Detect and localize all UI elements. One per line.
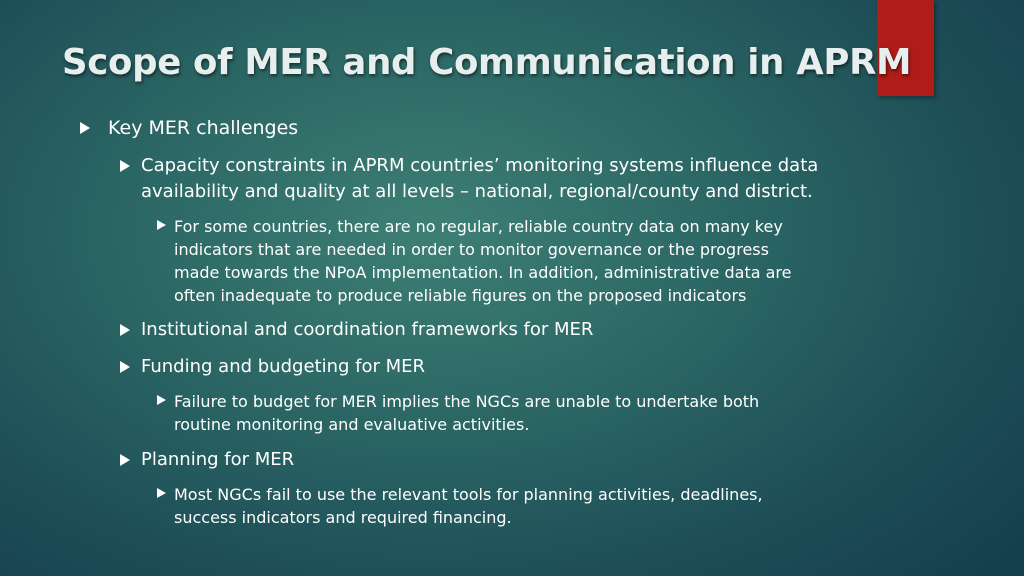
bullet-arrow-icon	[80, 122, 90, 134]
bullet-text: Key MER challenges	[108, 117, 299, 139]
bullet-text-line-2: availability and quality at all levels – national, regional/county and district.	[141, 181, 813, 202]
bullet-text-line-2: indicators that are needed in order to monitor governance or the progress	[174, 240, 769, 259]
bullet-text-line-1: For some countries, there are no regular, reliable country data on many key	[174, 217, 783, 236]
bullet-text: Planning for MER	[141, 449, 295, 470]
bullet-text: Institutional and coordination frameworks for MER	[141, 319, 594, 340]
bullet-text-line-1: Most NGCs fail to use the relevant tools for planning activities, deadlines,	[174, 485, 763, 504]
bullet-arrow-icon	[120, 454, 130, 466]
bullet-text-line-2: success indicators and required financing.	[174, 508, 512, 527]
bullet-arrow-icon	[157, 220, 166, 230]
bullet-text-line-3: made towards the NPoA implementation. In addition, administrative data are	[174, 263, 792, 282]
bullet-arrow-icon	[157, 488, 166, 498]
bullet-arrow-icon	[157, 395, 166, 405]
bullet-text-line-2: routine monitoring and evaluative activities.	[174, 415, 530, 434]
slide-title: Scope of MER and Communication in APRM	[62, 42, 912, 83]
bullet-arrow-icon	[120, 160, 130, 172]
bullet-arrow-icon	[120, 361, 130, 373]
bullet-text: Funding and budgeting for MER	[141, 356, 426, 377]
bullet-text-line-4: often inadequate to produce reliable figures on the proposed indicators	[174, 286, 747, 305]
bullet-arrow-icon	[120, 324, 130, 336]
bullet-text-line-1: Failure to budget for MER implies the NGCs are unable to undertake both	[174, 392, 760, 411]
bullet-text-line-1: Capacity constraints in APRM countries’ monitoring systems influence data	[141, 155, 819, 176]
